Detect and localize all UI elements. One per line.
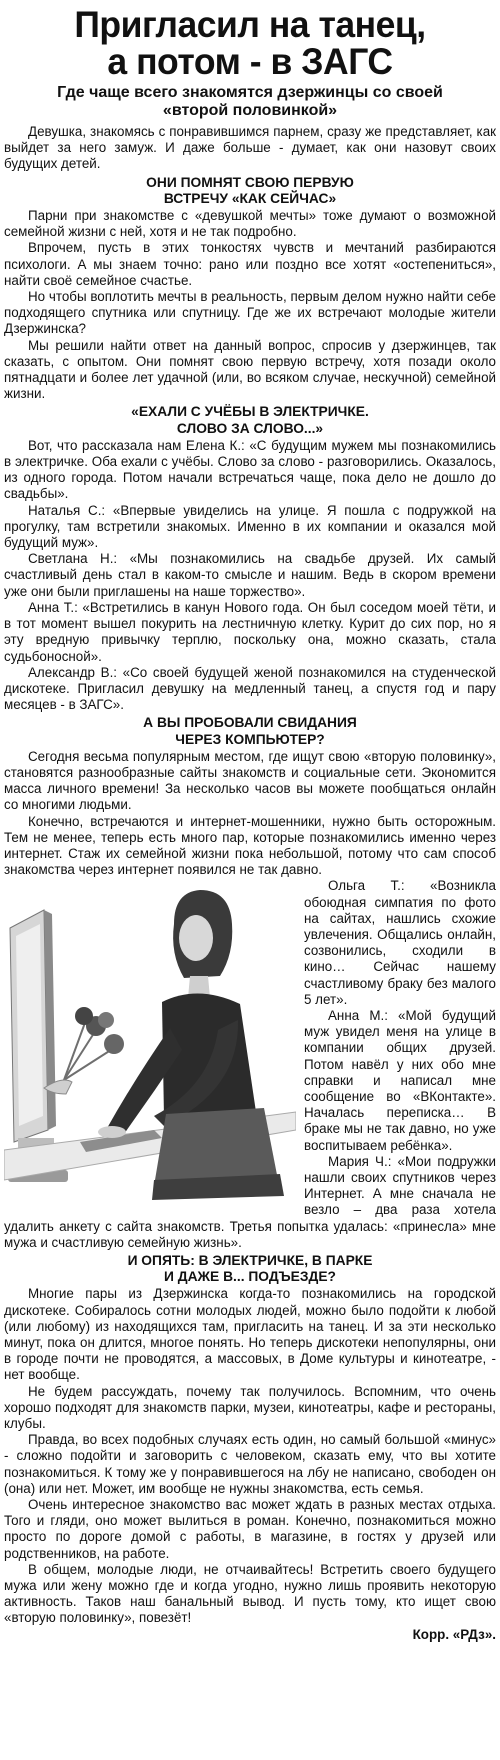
body-paragraph: Наталья С.: «Впервые увиделись на улице. Я пошла с подружкой на прогулку, там встретили знакомых. Именно в их компании и оказался мой будущий муж». — [4, 502, 496, 551]
section-heading: И ОПЯТЬ: В ЭЛЕКТРИЧКЕ, В ПАРКЕ И ДАЖЕ В... ПОДЪЕЗДЕ? — [127, 1253, 373, 1285]
body-paragraph: Светлана Н.: «Мы познакомились на свадьбе друзей. Их самый счастливый день стал в каком-то смысле и нашим. Ведь в скором времени уже они были приглашены на наше торжество». — [4, 551, 496, 599]
body-paragraph: Правда, во всех подобных случаях есть один, но самый большой «минус» - сложно подойти и заговорить с человеком, сказать ему, что вы хотите познакомиться. К тому же у понравившегося на лбу не написано, свободен он (она) или нет. Может, им вообще не нужны знакомства, есть семья. — [4, 1432, 496, 1496]
body-paragraph: Сегодня весьма популярным местом, где ищут свою «вторую половинку», становятся разнообразные сайты знакомств и социальные сети. Экономится масса личного времени! За несколько часов вы можете пообщаться онлайн со многими людьми. — [4, 748, 496, 813]
photo-wrap-block — [4, 814, 496, 1154]
subtitle-line-2: «второй половинкой» — [162, 102, 338, 119]
article-headline — [14, 6, 486, 80]
body-paragraph: Но чтобы воплотить мечты в реальность, первым делом нужно найти себе подходящего спутника или спутницу. Где же их встречают молодые жители Дзержинска? — [4, 289, 496, 337]
body-paragraph: Парни при знакомстве с «девушкой мечты» тоже думают о возможной семейной жизни с ней, хотя и не так подробно. — [4, 208, 496, 240]
intro-paragraph: Девушка, знакомясь с понравившимся парнем, сразу же представляет, как выйдет за него замуж. И даже больше - думает, как они назовут своих будущих детей. — [4, 124, 496, 172]
body-paragraph: Впрочем, пусть в этих тонкостях чувств и мечтаний разбираются психологи. А мы знаем точно: рано или поздно все хотят «остепениться», найти своё семейное счастье. — [4, 240, 496, 288]
body-paragraph: Многие пары из Дзержинска когда-то познакомились на городской дискотеке. Собиралось сотни молодых людей, можно было подойти к любой (или любому) из находящихся там, пригласить на танец. И за эти несколько минут, пока он длится, многое понять. Но теперь дискотеки непопулярны, они в городе почти не проводятся, а массовых, в Доме культуры и кинотеатре, - нет вообще. — [4, 1286, 496, 1383]
headline-line-2: а потом - в ЗАГС — [107, 41, 393, 82]
body-paragraph: Мария Ч.: «Мои подружки нашли своих спутников через Интернет. А мне сначала не везло – два раза хотела удалить анкету с сайта знакомств. Третья попытка удалась: «принесла» мне мужа и счастливую семейную жизнь». — [4, 1153, 496, 1250]
subtitle-line-1: Где чаще всего знакомятся дзержинцы со своей — [57, 84, 443, 101]
article-subtitle — [4, 84, 496, 120]
body-paragraph: Ольга Т.: «Возникла обоюдная симпатия по фото на сайтах, нашлись схожие увлечения. Общались онлайн, созвонились, сходили в кино… Сейчас нашему счастливому браку без малого 5 лет». — [304, 878, 496, 1007]
headline-line-1: Пригласил на танец, — [74, 4, 426, 45]
article-body — [4, 124, 496, 1627]
section-heading: ОНИ ПОМНЯТ СВОЮ ПЕРВУЮ ВСТРЕЧУ «КАК СЕЙЧАС» — [146, 174, 354, 206]
body-paragraph: Конечно, встречаются и интернет-мошенники, нужно быть осторожным. Тем не менее, теперь есть много пар, которые познакомились именно через интернет. Стаж их семейной жизни пока небольшой, потому что сам способ знакомства через интернет появился не так давно. — [4, 813, 496, 878]
body-paragraph: Вот, что рассказала нам Елена К.: «С будущим мужем мы познакомились в электричке. Оба ехали с учёбы. Слово за слово - разговорились. Оказалось, из одного города. Потом начали встречаться чаще, пока дело не дошло до свадьбы». — [4, 437, 496, 502]
body-paragraph: В общем, молодые люди, не отчаивайтесь! Встретить своего будущего мужа или жену можно где и когда угодно, нужно лишь проявить некоторую активность. Таков наш банальный вывод. И пусть тому, кто ищет свою «вторую половинку», повезёт! — [4, 1561, 496, 1626]
body-paragraph: Очень интересное знакомство вас может ждать в разных местах отдыха. Того и гляди, оно может вылиться в роман. Конечно, познакомиться можно просто по дороге домой с работы, в магазине, в гостях у друзей или родственников, на работе. — [4, 1497, 496, 1561]
section-heading: А ВЫ ПРОБОВАЛИ СВИДАНИЯ ЧЕРЕЗ КОМПЬЮТЕР? — [143, 715, 357, 747]
woman-at-computer-photo — [4, 880, 296, 1203]
body-paragraph: Мы решили найти ответ на данный вопрос, спросив у дзержинцев, так сказать, с опытом. Они помнят свою первую встречу, хотя позади около пятнадцати и более лет удачной (или, во всяком случае, нескучной) семейной жизни. — [4, 337, 496, 402]
author-signature: Корр. «РДз». — [412, 1626, 496, 1642]
body-paragraph: Анна М.: «Мой будущий муж увидел меня на улице в компании общих друзей. Потом навёл у них обо мне справки и написал мне сообщение во «ВКонтакте». Началась переписка… В браке мы не так давно, но уже воспитываем ребёнка». — [304, 1007, 496, 1153]
body-paragraph: Не будем рассуждать, почему так получилось. Вспомним, что очень хорошо подходят для знакомств парки, музеи, кинотеатры, кафе и рестораны, клубы. — [4, 1383, 496, 1432]
section-heading: «ЕХАЛИ С УЧЁБЫ В ЭЛЕКТРИЧКЕ. СЛОВО ЗА СЛОВО...» — [131, 404, 369, 436]
body-paragraph: Александр В.: «Со своей будущей женой познакомился на студенческой дискотеке. Пригласил девушку на медленный танец, а спустя год и пару месяцев - в ЗАГС». — [4, 664, 496, 713]
body-paragraph: Анна Т.: «Встретились в канун Нового года. Он был соседом моей тёти, и в тот момент вышел покурить на лестничную клетку. Курит до сих пор, но я эту вредную привычку терплю, поскольку она, можно сказать, стала судьбоносной». — [4, 599, 496, 664]
